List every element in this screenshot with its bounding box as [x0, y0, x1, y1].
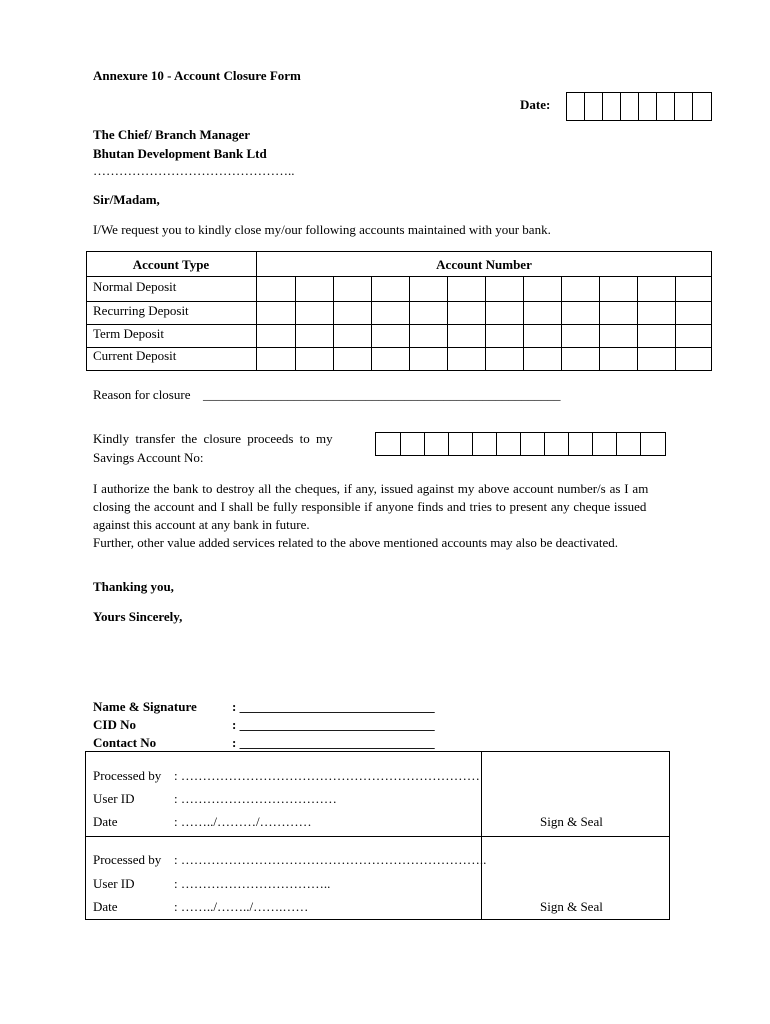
savings-digit-cell[interactable]: [400, 432, 425, 456]
date-label-2: Date: [93, 899, 118, 914]
transfer-line2: Savings Account No:: [93, 450, 204, 465]
user-id-input-2[interactable]: : ……………………………..: [174, 876, 331, 891]
name-signature-input[interactable]: : ______________________________: [232, 699, 435, 714]
date-cell[interactable]: [620, 92, 639, 121]
form-title: Annexure 10 - Account Closure Form: [93, 68, 301, 83]
date-label-1: Date: [93, 814, 118, 829]
date-cell[interactable]: [602, 92, 621, 121]
cid-input[interactable]: : ______________________________: [232, 717, 435, 732]
authorization-line3: against this account at any bank in future.: [93, 517, 310, 532]
date-input-2[interactable]: : ……../……../…….……: [174, 899, 309, 914]
user-id-label-2: User ID: [93, 876, 135, 891]
savings-digit-cell[interactable]: [568, 432, 593, 456]
date-cell[interactable]: [638, 92, 657, 121]
row-normal-deposit: Normal Deposit: [93, 279, 177, 294]
savings-digit-cell[interactable]: [520, 432, 545, 456]
addressee-line3: ………………………………………..: [93, 163, 295, 178]
savings-digit-cell[interactable]: [592, 432, 617, 456]
processed-by-input-1[interactable]: : ……………………………………………………………: [174, 768, 480, 783]
sign-seal-2: Sign & Seal: [540, 899, 603, 914]
row-term-deposit: Term Deposit: [93, 326, 164, 341]
thanking-text: Thanking you,: [93, 579, 174, 594]
savings-digit-cell[interactable]: [472, 432, 497, 456]
authorization-line1: I authorize the bank to destroy all the cheques, if any, issued against my above account number/s as I am: [93, 481, 649, 496]
date-label: Date:: [520, 97, 551, 112]
date-input-1[interactable]: : ……../………/…………: [174, 814, 312, 829]
authorization-line2: closing the account and I shall be fully responsible if anyone finds and tries to present any cheque issued: [93, 499, 647, 514]
addressee-line1: The Chief/ Branch Manager: [93, 127, 251, 142]
user-id-label-1: User ID: [93, 791, 135, 806]
date-cell[interactable]: [584, 92, 603, 121]
savings-digit-cell[interactable]: [496, 432, 521, 456]
savings-digit-cell[interactable]: [640, 432, 666, 456]
savings-digit-cell[interactable]: [448, 432, 473, 456]
reason-input-line[interactable]: _______________________________________________________: [203, 387, 561, 402]
savings-digit-cell[interactable]: [375, 432, 401, 456]
savings-digit-cell[interactable]: [616, 432, 641, 456]
addressee-line2: Bhutan Development Bank Ltd: [93, 146, 267, 161]
date-cell[interactable]: [674, 92, 693, 121]
row-recurring-deposit: Recurring Deposit: [93, 303, 189, 318]
processed-by-label-2: Processed by: [93, 852, 162, 867]
name-signature-label: Name & Signature: [93, 699, 197, 714]
processed-by-label-1: Processed by: [93, 768, 162, 783]
date-cell[interactable]: [692, 92, 712, 121]
authorization-line4: Further, other value added services related to the above mentioned accounts may also be deactivated.: [93, 535, 619, 550]
reason-label: Reason for closure: [93, 387, 191, 402]
cid-label: CID No: [93, 717, 136, 732]
contact-input[interactable]: : ______________________________: [232, 735, 435, 750]
col-header-account-number: Account Number: [436, 257, 532, 272]
transfer-line1: Kindly transfer the closure proceeds to my: [93, 431, 333, 446]
contact-label: Contact No: [93, 735, 157, 750]
savings-digit-cell[interactable]: [544, 432, 569, 456]
row-current-deposit: Current Deposit: [93, 348, 177, 363]
processed-by-input-2[interactable]: : ……………………………………………………………..: [174, 852, 487, 867]
sign-seal-1: Sign & Seal: [540, 814, 603, 829]
user-id-input-1[interactable]: : ………………………………: [174, 791, 337, 806]
salutation: Sir/Madam,: [93, 192, 160, 207]
date-cell[interactable]: [566, 92, 585, 121]
col-header-account-type: Account Type: [132, 257, 210, 272]
closing-text: Yours Sincerely,: [93, 609, 183, 624]
date-cell[interactable]: [656, 92, 675, 121]
savings-digit-cell[interactable]: [424, 432, 449, 456]
request-text: I/We request you to kindly close my/our following accounts maintained with your bank.: [93, 222, 551, 237]
